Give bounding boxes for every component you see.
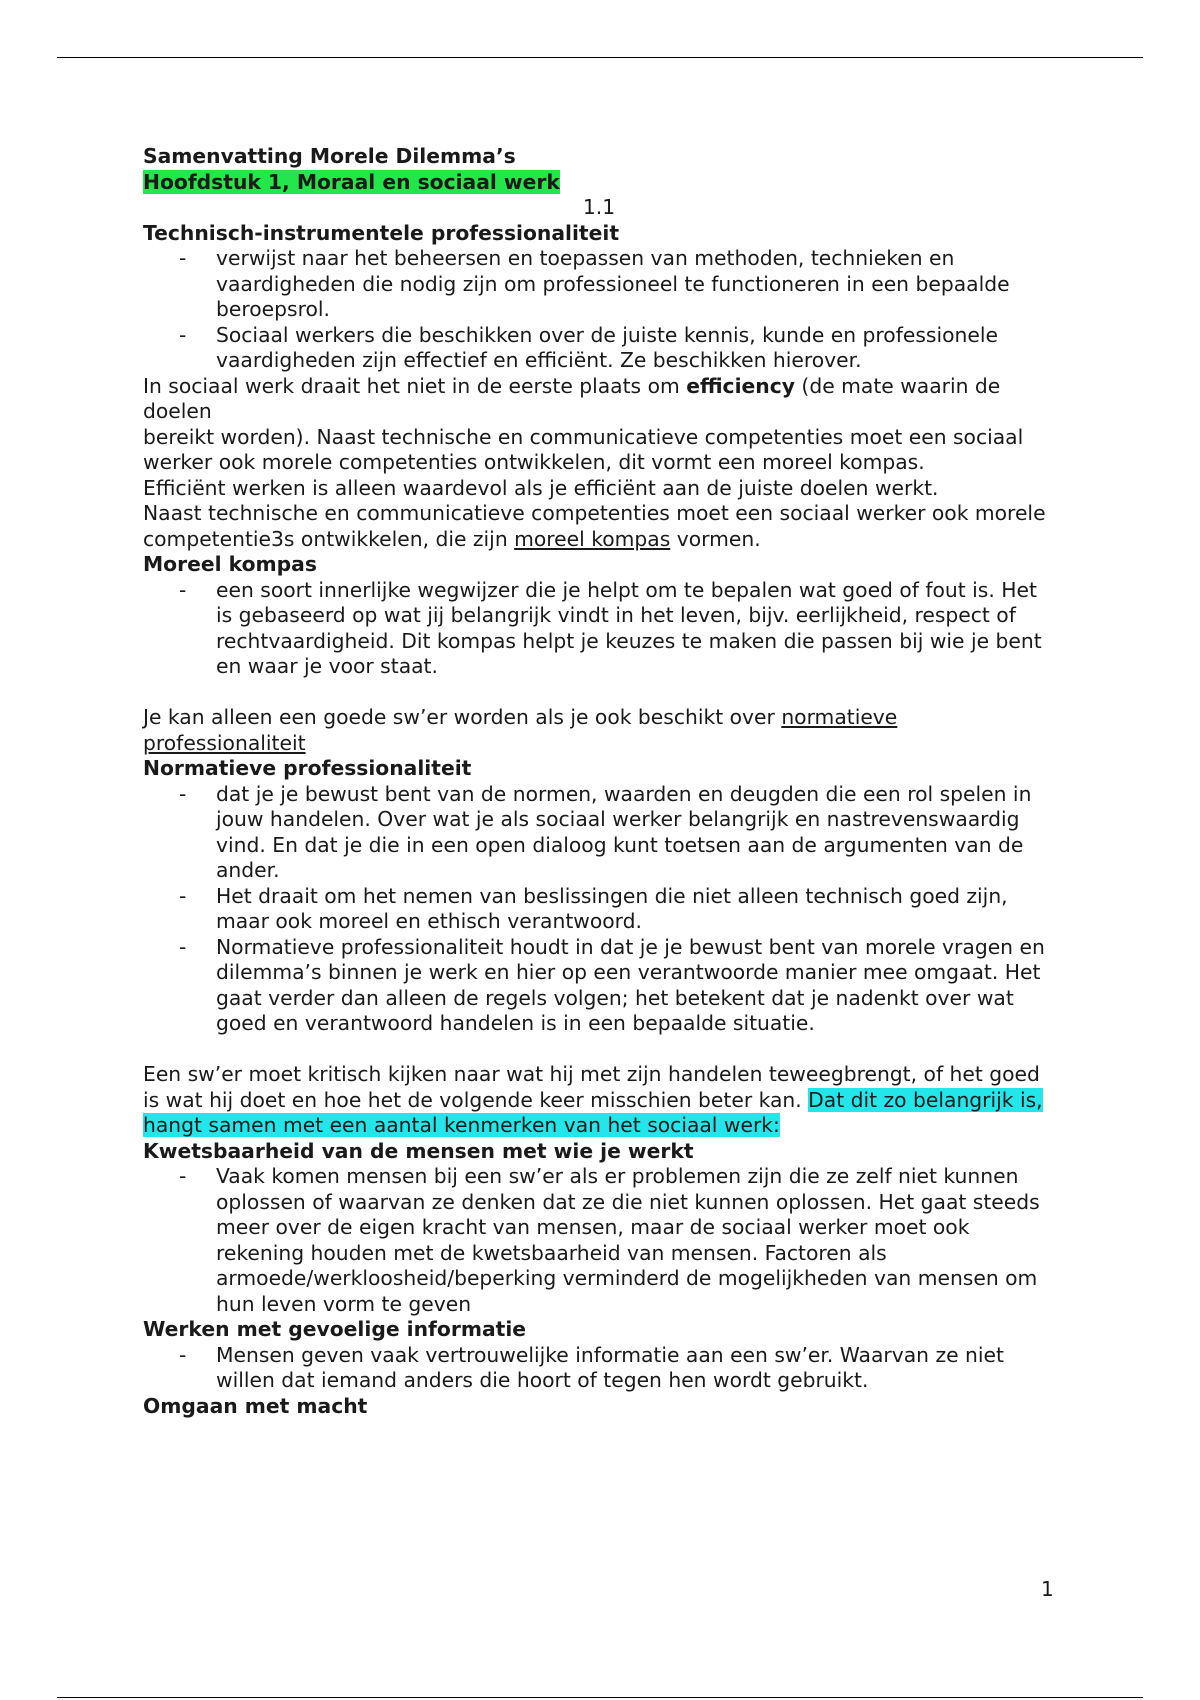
heading-normatief: Normatieve professionaliteit [143,756,472,780]
paragraph-efficiency-line2: bereikt worden). Naast technische en communicatieve competenties moet een sociaal [143,424,1024,449]
page-number: 1 [1041,1577,1054,1601]
heading-kwetsbaarheid: Kwetsbaarheid van de mensen met wie je werkt [143,1138,694,1163]
normatief-list [143,782,1055,1037]
paragraph-kritisch: Een sw’er moet kritisch kijken naar wat hij met zijn handelen teweegbrengt, of het goed is wat hij doet en hoe het de volgende keer misschien beter kan. Dat dit zo belangrijk is, hangt samen met een aantal kenmerken van het sociaal werk: [143,1062,1043,1137]
paragraph-efficient: Efficiënt werken is alleen waardevol als je efficiënt aan de juiste doelen werkt. [143,475,939,500]
list-item: - verwijst naar het beheersen en toepassen van methoden, technieken en vaardigheden die nodig zijn om professioneel te functioneren in een bepaalde beroepsrol. [216,246,1055,323]
underlined-term-moreel-kompas: moreel kompas [514,526,671,551]
gevoelig-list [143,1343,1055,1394]
heading-moreel-kompas: Moreel kompas [143,552,317,576]
section-number: 1.1 [582,195,616,219]
chapter-highlight: Hoofdstuk 1, Moraal en sociaal werk [143,169,560,194]
list-item: - Het draait om het nemen van beslissingen die niet alleen technisch goed zijn, maar ook moreel en ethisch verantwoord. [216,884,1055,935]
list-item: - Sociaal werkers die beschikken over de juiste kennis, kunde en professionele vaardigheden zijn effectief en efficiënt. Ze beschikken hierover. [216,323,1055,374]
document-title: Samenvatting Morele Dilemma’s [143,144,516,168]
paragraph-normatief-intro: Je kan alleen een goede sw’er worden als je ook beschikt over normatieve professionaliteit [143,705,898,755]
highlighted-sentence: Dat dit zo belangrijk is, hangt samen met een aantal kenmerken van het sociaal werk: [143,1087,1043,1137]
bold-term-efficiency: efficiency [686,373,795,398]
list-item: - dat je je bewust bent van de normen, waarden en deugden die een rol spelen in jouw handelen. Over wat je als sociaal werker belangrijk en nastrevenswaardig vind. En dat je die in een open dialoog kunt toetsen aan de argumenten van de ander. [216,782,1055,884]
list-item: - een soort innerlijke wegwijzer die je helpt om te bepalen wat goed of fout is. Het is gebaseerd op wat jij belangrijk vindt in het leven, bijv. eerlijkheid, respect of rechtvaardigheid. Dit kompas helpt je keuzes te maken die passen bij wie je bent en waar je voor staat. [216,578,1055,680]
chapter-heading [143,170,1055,196]
list-item: - Vaak komen mensen bij een sw’er als er problemen zijn die ze zelf niet kunnen oplossen of waarvan ze denken dat ze die niet kunnen oplossen. Het gaat steeds meer over de eigen kracht van mensen, maar de sociaal werker moet ook rekening houden met de kwetsbaarheid van mensen. Factoren als armoede/werkloosheid/beperking verminderd de mogelijkheden van mensen om hun leven vorm te geven [216,1164,1055,1317]
heading-macht: Omgaan met macht [143,1393,368,1418]
footer-rule [57,1697,1143,1698]
paragraph-competenties: Naast technische en communicatieve competenties moet een sociaal werker ook morele competentie3s ontwikkelen, die zijn moreel kompas vormen. [143,501,1046,551]
document-body [143,144,1055,1419]
kompas-list [143,578,1055,680]
technisch-list [143,246,1055,374]
kwetsbaarheid-list [143,1164,1055,1317]
list-item: - Mensen geven vaak vertrouwelijke informatie aan een sw’er. Waarvan ze niet willen dat iemand anders die hoort of tegen hen wordt gebruikt. [216,1343,1055,1394]
blank-line [143,680,1055,706]
header-rule [57,57,1143,58]
heading-technisch: Technisch-instrumentele professionaliteit [143,220,620,245]
paragraph-efficiency-line3: werker ook morele competenties ontwikkelen, dit vormt een moreel kompas. [143,450,925,474]
list-item: - Normatieve professionaliteit houdt in dat je je bewust bent van morele vragen en dilemma’s binnen je werk en hier op een verantwoorde manier mee omgaat. Het gaat verder dan alleen de regels volgen; het betekent dat je nadenkt over wat goed en verantwoord handelen is in een bepaalde situatie. [216,935,1055,1037]
heading-gevoelige-informatie: Werken met gevoelige informatie [143,1317,527,1341]
paragraph-efficiency: In sociaal werk draait het niet in de eerste plaats om efficiency (de mate waarin de doelen [143,373,1001,423]
underlined-term-normatieve: normatieve professionaliteit [143,705,898,755]
blank-line [143,1037,1055,1063]
